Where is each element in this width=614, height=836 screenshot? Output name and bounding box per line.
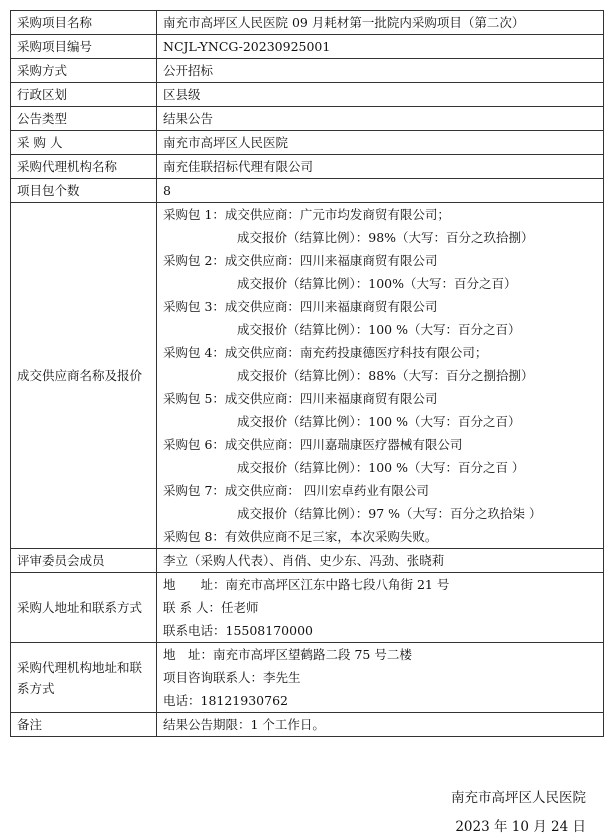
value-method: 公开招标 — [157, 59, 604, 83]
label-method: 采购方式 — [11, 59, 157, 83]
announcement-table — [10, 10, 604, 737]
row-agency-contact — [11, 643, 604, 713]
row-package-count — [11, 179, 604, 203]
row-remarks — [11, 713, 604, 737]
supplier-line: 成交报价（结算比例）：100 %（大写：百分之百） — [237, 414, 521, 429]
row-region — [11, 83, 604, 107]
supplier-line: 采购包 3：成交供应商：四川来福康商贸有限公司 — [163, 299, 438, 314]
agency-phone: 电话：18121930762 — [163, 693, 288, 708]
value-agency: 南充佳联招标代理有限公司 — [157, 155, 604, 179]
label-package-count: 项目包个数 — [11, 179, 157, 203]
value-agency-contact — [157, 643, 604, 713]
label-suppliers: 成交供应商名称及报价 — [11, 203, 157, 549]
agency-address: 地 址：南充市高坪区望鹤路二段 75 号二楼 — [163, 647, 412, 662]
supplier-line: 成交报价（结算比例）：100 %（大写：百分之百 ） — [237, 460, 525, 475]
label-agency-contact: 采购代理机构地址和联系方式 — [11, 643, 157, 713]
row-committee — [11, 549, 604, 573]
label-agency: 采购代理机构名称 — [11, 155, 157, 179]
supplier-line: 成交报价（结算比例）：100 %（大写：百分之百） — [237, 322, 521, 337]
label-remarks: 备注 — [11, 713, 157, 737]
supplier-line: 采购包 7：成交供应商： 四川宏卓药业有限公司 — [163, 483, 429, 498]
value-purchaser: 南充市高坪区人民医院 — [157, 131, 604, 155]
value-committee: 李立（采购人代表）、肖俏、史少东、冯劲、张晓莉 — [157, 549, 604, 573]
label-purchaser-contact: 采购人地址和联系方式 — [11, 573, 157, 643]
label-notice-type: 公告类型 — [11, 107, 157, 131]
value-package-count: 8 — [157, 179, 604, 203]
supplier-line: 采购包 1：成交供应商：广元市均发商贸有限公司； — [163, 207, 450, 222]
value-suppliers — [157, 203, 604, 549]
row-project-name — [11, 11, 604, 35]
label-project-name: 采购项目名称 — [11, 11, 157, 35]
value-purchaser-contact — [157, 573, 604, 643]
row-method — [11, 59, 604, 83]
label-committee: 评审委员会成员 — [11, 549, 157, 573]
value-project-code: NCJL-YNCG-20230925001 — [157, 35, 604, 59]
supplier-line: 采购包 8：有效供应商不足三家，本次采购失败。 — [163, 529, 438, 544]
label-project-code: 采购项目编号 — [11, 35, 157, 59]
row-purchaser-contact — [11, 573, 604, 643]
value-notice-type: 结果公告 — [157, 107, 604, 131]
row-agency — [11, 155, 604, 179]
row-notice-type — [11, 107, 604, 131]
supplier-line: 成交报价（结算比例）：98%（大写：百分之玖拾捌） — [237, 230, 534, 245]
value-remarks: 结果公告期限：1 个工作日。 — [157, 713, 604, 737]
contact-phone: 联系电话：15508170000 — [163, 623, 313, 638]
contact-address: 地 址：南充市高坪区江东中路七段八角街 21 号 — [163, 577, 450, 592]
supplier-line: 采购包 2：成交供应商：四川来福康商贸有限公司 — [163, 253, 438, 268]
signature-org: 南充市高坪区人民医院 — [451, 790, 586, 806]
supplier-line: 成交报价（结算比例）：100%（大写：百分之百） — [237, 276, 517, 291]
supplier-line: 采购包 4：成交供应商：南充药投康德医疗科技有限公司； — [163, 345, 488, 360]
contact-person: 联 系 人：任老师 — [163, 600, 259, 615]
row-suppliers — [11, 203, 604, 549]
value-project-name: 南充市高坪区人民医院 09 月耗材第一批院内采购项目（第二次） — [157, 11, 604, 35]
agency-person: 项目咨询联系人：李先生 — [163, 670, 301, 685]
signature-date: 2023 年 10 月 24 日 — [455, 819, 586, 835]
label-purchaser: 采 购 人 — [11, 131, 157, 155]
row-purchaser — [11, 131, 604, 155]
supplier-line: 成交报价（结算比例）：97 %（大写：百分之玖拾柒 ） — [237, 506, 542, 521]
supplier-line: 成交报价（结算比例）：88%（大写：百分之捌拾捌） — [237, 368, 534, 383]
row-project-code — [11, 35, 604, 59]
value-region: 区县级 — [157, 83, 604, 107]
label-region: 行政区划 — [11, 83, 157, 107]
supplier-line: 采购包 6：成交供应商：四川嘉瑞康医疗器械有限公司 — [163, 437, 463, 452]
supplier-line: 采购包 5：成交供应商：四川来福康商贸有限公司 — [163, 391, 438, 406]
